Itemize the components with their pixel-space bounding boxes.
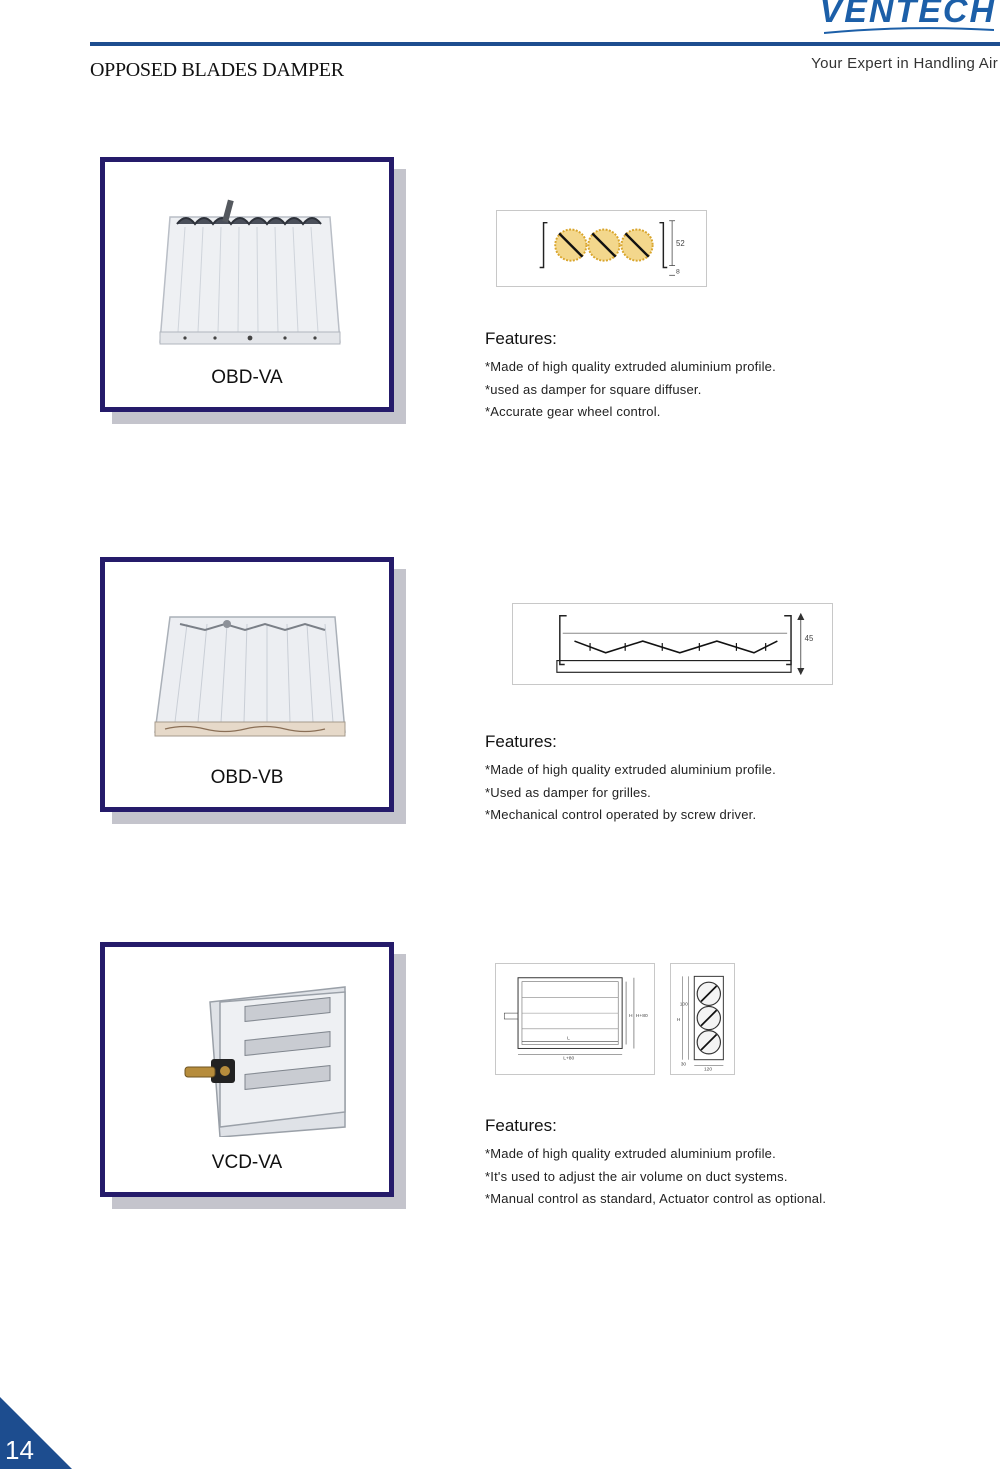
feature-item: *Made of high quality extruded aluminium profile. — [485, 359, 776, 374]
dim-label: L — [567, 1036, 570, 1042]
feature-item: *Made of high quality extruded aluminium profile. — [485, 762, 776, 777]
obd-vb-photo — [145, 582, 355, 752]
vcd-va-front-diagram — [495, 963, 655, 1075]
features-obd-vb — [485, 732, 776, 827]
obd-va-section-diagram — [496, 210, 707, 287]
dim-label: 100 — [679, 1002, 688, 1008]
tagline: Your Expert in Handling Air — [811, 55, 998, 72]
feature-item: *Accurate gear wheel control. — [485, 404, 661, 419]
model-name: OBD-VB — [210, 767, 284, 788]
feature-item: *Used as damper for grilles. — [485, 784, 651, 800]
dim-label: 45 — [804, 634, 814, 644]
vcd-va-side-diagram — [670, 963, 735, 1075]
card-frame — [100, 942, 394, 1197]
dim-label: H — [676, 1017, 681, 1023]
card-frame — [100, 557, 394, 812]
dim-label: 30 — [680, 1062, 687, 1068]
dim-label: 8 — [676, 268, 680, 276]
features-heading: Features: — [485, 329, 557, 348]
dim-label: 52 — [676, 239, 685, 249]
brand-logo: VENTECH — [819, 0, 996, 30]
product-card-obd-va — [100, 157, 394, 412]
features-heading: Features: — [485, 1116, 557, 1135]
dim-label: 120 — [703, 1067, 713, 1073]
obd-vb-section-diagram — [512, 603, 833, 685]
feature-item: *Made of high quality extruded aluminium profile. — [485, 1146, 776, 1161]
page-number: 14 — [5, 1435, 34, 1465]
card-frame — [100, 157, 394, 412]
brand-swoosh-icon — [824, 27, 994, 35]
feature-item: *Manual control as standard, Actuator control as optional. — [485, 1191, 827, 1206]
feature-item: *Mechanical control operated by screw driver. — [485, 807, 757, 822]
product-card-obd-vb — [100, 557, 394, 812]
features-vcd-va — [485, 1116, 826, 1211]
features-heading: Features: — [485, 732, 557, 751]
page-title: OPPOSED BLADES DAMPER — [90, 59, 344, 81]
model-name: OBD-VA — [211, 367, 283, 388]
header-rule — [90, 42, 1000, 46]
obd-va-photo — [145, 182, 355, 352]
dim-label: H — [629, 1014, 633, 1020]
feature-item: *It's used to adjust the air volume on duct systems. — [485, 1168, 788, 1184]
product-card-vcd-va — [100, 942, 394, 1197]
features-obd-va — [485, 329, 776, 424]
model-name: VCD-VA — [211, 1152, 283, 1173]
dim-label: L+80 — [563, 1056, 575, 1062]
dim-label: H+80 — [635, 1014, 648, 1020]
feature-item: *used as damper for square diffuser. — [485, 381, 702, 397]
vcd-va-photo — [145, 967, 355, 1137]
